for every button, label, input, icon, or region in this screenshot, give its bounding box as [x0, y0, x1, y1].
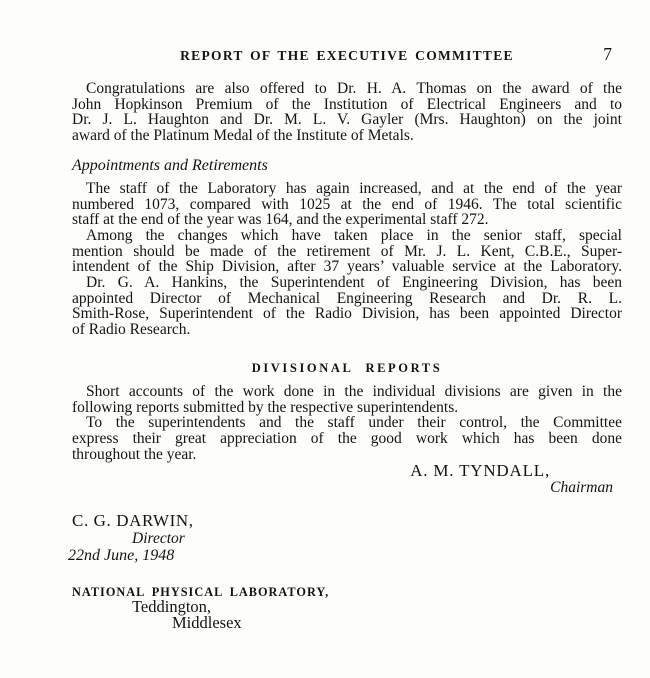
text-line: Smith-Rose, Superintendent of the Radio Division, has been appointed Director	[72, 305, 622, 323]
text-line: numbered 1073, compared with 1025 at the end of 1946. The total scientific	[72, 195, 622, 213]
page-number: 7	[603, 44, 612, 64]
text-line: Congratulations are also offered to Dr. H. A. Thomas on the award of the	[86, 80, 622, 97]
text-line: intendent of the Ship Division, after 37 years’ valuable service at the Laboratory.	[72, 258, 622, 276]
text-line: The staff of the Laboratory has again increased, and at the end of the year	[86, 179, 622, 197]
text-line: following reports submitted by the respective superintendents.	[72, 398, 459, 416]
address-institution: NATIONAL PHYSICAL LABORATORY,	[72, 584, 330, 599]
address-county: Middlesex	[172, 612, 242, 632]
signature-date: 22nd June, 1948	[68, 546, 175, 564]
text-line: mention should be made of the retirement of Mr. J. L. Kent, C.B.E., Super-	[72, 242, 622, 260]
running-title: REPORT OF THE EXECUTIVE COMMITTEE	[180, 48, 514, 63]
signature-director-title: Director	[132, 529, 185, 547]
text-line: staff at the end of the year was 164, and the experimental staff 272.	[72, 211, 489, 229]
text-line: Among the changes which have taken place in the senior staff, special	[86, 226, 622, 244]
paragraph-short-accounts	[72, 384, 622, 415]
text-line: award of the Platinum Medal of the Institute of Metals.	[72, 127, 414, 145]
paragraph-congratulations	[72, 81, 622, 144]
text-line: Dr. G. A. Hankins, the Superintendent of Engineering Division, has been	[86, 274, 622, 292]
text-column	[68, 0, 622, 632]
address-town: Teddington,	[132, 596, 212, 616]
paragraph-appreciation	[72, 415, 622, 462]
text-line: Short accounts of the work done in the individual divisions are given in the	[86, 382, 622, 400]
section-heading-appointments: Appointments and Retirements	[72, 156, 268, 174]
paragraph-hankins-smithrose	[72, 275, 622, 338]
text-line: appointed Director of Mechanical Engineering Research and Dr. R. L.	[72, 289, 622, 307]
text-line: To the superintendents and the staff under their control, the Committee	[86, 414, 622, 432]
signature-director-name: C. G. DARWIN,	[72, 510, 194, 530]
paragraph-senior-staff-changes	[72, 228, 622, 275]
text-line: throughout the year.	[72, 445, 197, 463]
paragraph-staff-numbers	[72, 181, 622, 228]
signature-chairman-title: Chairman	[550, 479, 613, 497]
signature-chairman-name: A. M. TYNDALL,	[410, 461, 550, 481]
text-line: Dr. J. L. Haughton and Dr. M. L. V. Gayler (Mrs. Haughton) on the joint	[72, 111, 622, 129]
text-line: express their great appreciation of the good work which has been done	[72, 429, 622, 447]
section-heading-divisional-reports: DIVISIONAL REPORTS	[251, 360, 443, 375]
text-line: John Hopkinson Premium of the Institution of Electrical Engineers and to	[72, 95, 622, 113]
text-line: of Radio Research.	[72, 321, 191, 339]
